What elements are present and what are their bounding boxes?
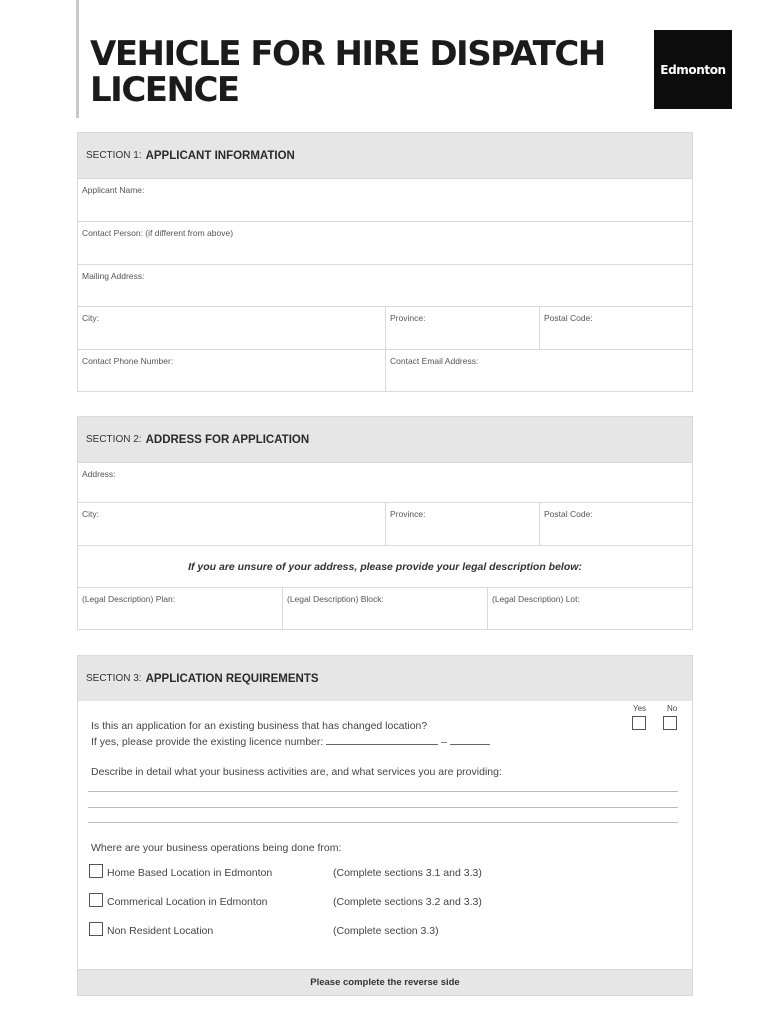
section-application-requirements <box>77 655 693 996</box>
field-label: Applicant Name: <box>82 185 145 195</box>
field-label: Postal Code: <box>544 313 593 323</box>
section-number: SECTION 3: <box>86 673 142 684</box>
title-accent-bar <box>76 0 79 118</box>
field-label: (Legal Description) Block: <box>287 594 384 604</box>
mailing-address-field[interactable] <box>78 265 692 306</box>
option-label: Commerical Location in Edmonton <box>107 896 268 908</box>
answer-line[interactable] <box>88 822 678 823</box>
applicant-name-field[interactable] <box>78 179 692 221</box>
footer-text: Please complete the reverse side <box>310 977 460 988</box>
existing-business-yes-checkbox[interactable] <box>632 716 646 730</box>
business-activities-prompt: Describe in detail what your business activities are, and what services you are providing: <box>91 766 502 778</box>
licence-number-suffix-blank[interactable] <box>450 735 490 745</box>
option-note: (Complete sections 3.2 and 3.3) <box>333 896 482 908</box>
option-label: Home Based Location in Edmonton <box>107 867 273 879</box>
existing-business-no-checkbox[interactable] <box>663 716 677 730</box>
page-title: VEHICLE FOR HIRE DISPATCH LICENCE <box>90 34 605 110</box>
section-title: APPLICANT INFORMATION <box>145 149 295 162</box>
legal-block-field[interactable] <box>282 588 487 629</box>
field-label: Contact Person: (if different from above) <box>82 228 234 238</box>
contact-phone-field[interactable] <box>78 350 385 391</box>
commercial-location-checkbox[interactable] <box>89 893 103 907</box>
licence-number-dash: – <box>441 736 447 748</box>
option-note: (Complete section 3.3) <box>333 925 439 937</box>
option-label: Non Resident Location <box>107 925 214 937</box>
field-label: Province: <box>390 509 426 519</box>
field-label: City: <box>82 509 99 519</box>
province-field[interactable] <box>385 307 539 349</box>
yes-label: Yes <box>633 704 647 713</box>
logo-text: Edmonton <box>660 62 726 77</box>
city-field[interactable] <box>78 307 385 349</box>
city-field[interactable] <box>78 503 385 545</box>
reverse-side-footer <box>78 969 692 995</box>
no-label: No <box>667 704 678 713</box>
non-resident-checkbox[interactable] <box>89 922 103 936</box>
answer-line[interactable] <box>88 791 678 792</box>
section-number: SECTION 2: <box>86 434 142 445</box>
home-based-checkbox[interactable] <box>89 864 103 878</box>
section-header <box>78 656 692 701</box>
legal-plan-field[interactable] <box>78 588 282 629</box>
section-address-for-application <box>77 416 693 630</box>
province-field[interactable] <box>385 503 539 545</box>
legal-description-note: If you are unsure of your address, please provide your legal description below: <box>188 560 582 573</box>
field-label: Mailing Address: <box>82 271 145 281</box>
section-header <box>78 417 692 462</box>
legal-description-note-row <box>78 545 692 587</box>
edmonton-logo <box>654 30 732 109</box>
field-label: Postal Code: <box>544 509 593 519</box>
postal-code-field[interactable] <box>539 307 692 349</box>
address-field[interactable] <box>78 463 692 502</box>
contact-email-field[interactable] <box>385 350 692 391</box>
option-note: (Complete sections 3.1 and 3.3) <box>333 867 482 879</box>
operations-location-prompt: Where are your business operations being done from: <box>91 842 342 854</box>
field-label: City: <box>82 313 99 323</box>
section-title: ADDRESS FOR APPLICATION <box>145 433 310 446</box>
section-number: SECTION 1: <box>86 150 142 161</box>
existing-business-question: Is this an application for an existing business that has changed location? <box>91 720 428 732</box>
existing-licence-label: If yes, please provide the existing licence number: <box>91 736 324 748</box>
field-label: Contact Phone Number: <box>82 356 174 366</box>
field-label: Contact Email Address: <box>390 356 479 366</box>
requirements-body <box>78 701 692 969</box>
field-label: (Legal Description) Lot: <box>492 594 580 604</box>
existing-licence-prompt <box>91 735 490 748</box>
field-label: Address: <box>82 469 116 479</box>
field-label: (Legal Description) Plan: <box>82 594 176 604</box>
answer-line[interactable] <box>88 807 678 808</box>
section-applicant-information <box>77 132 693 392</box>
postal-code-field[interactable] <box>539 503 692 545</box>
legal-lot-field[interactable] <box>487 588 692 629</box>
section-title: APPLICATION REQUIREMENTS <box>145 672 319 685</box>
contact-person-field[interactable] <box>78 222 692 264</box>
licence-number-blank[interactable] <box>326 735 438 745</box>
section-header <box>78 133 692 178</box>
field-label: Province: <box>390 313 426 323</box>
